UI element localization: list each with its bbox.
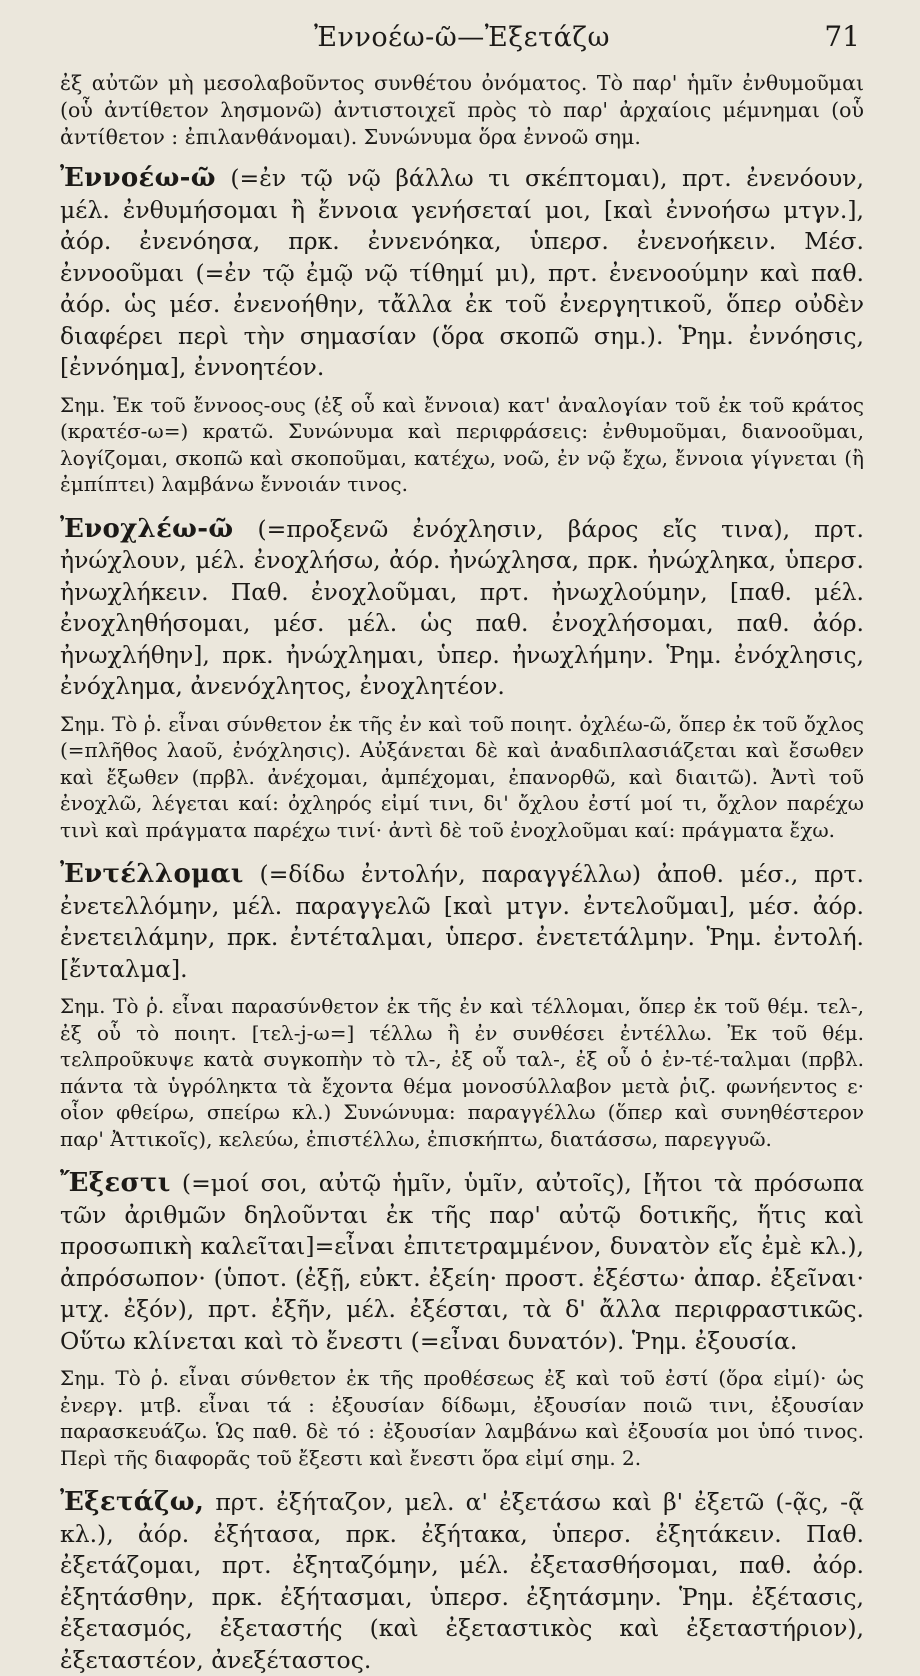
page-header: [60, 12, 864, 54]
headword: Ἐννοέω-ῶ: [60, 163, 216, 193]
entry-body: (=δίδω ἐντολήν, παραγγέλλω) ἀποθ. μέσ., πρτ. ἐνετελλόμην, μέλ. παραγγελῶ [καὶ μτγν. ἐντελοῦμαι], μέσ. ἀόρ. ἐνετειλάμην, πρκ. ἐντέταλμαι, ὑπερσ. ἐνετετάλμην. Ῥημ. ἐντολή. [ἔνταλμα].: [60, 860, 864, 983]
entry-note: Σημ. Τὸ ῥ. εἶναι σύνθετον ἐκ τῆς προθέσεως ἐξ καὶ τοῦ ἐστί (ὅρα εἰμί)· ὡς ἐνεργ. μτβ. εἶναι τά : ἐξουσίαν δίδωμι, ἐξουσίαν ποιῶ τινι, ἐξουσίαν παρασκευάζω. Ὡς παθ. δὲ τό : ἐξουσίαν λαμβάνω καὶ ἐξουσία μοι ὑπό τινος. Περὶ τῆς διαφορᾶς τοῦ ἔξεστι καὶ ἔνεστι ὅρα εἰμί σημ. 2.: [60, 1366, 864, 1470]
entry-exetazo: [60, 1487, 864, 1676]
headword: Ἐντέλλομαι: [60, 859, 244, 889]
headword: Ἔξεστι: [60, 1168, 171, 1198]
entry-note: Σημ. Τὸ ῥ. εἶναι σύνθετον ἐκ τῆς ἐν καὶ τοῦ ποιητ. ὀχλέω-ῶ, ὅπερ ἐκ τοῦ ὄχλος (=πλῆθος λαοῦ, ἐνόχλησις). Αὐξάνεται δὲ καὶ ἀναδιπλασιάζεται καὶ ἔσωθεν καὶ ἔξωθεν (πρβλ. ἀνέχομαι, ἀμπέχομαι, ἐπανορθῶ, καὶ διαιτῶ). Ἀντὶ τοῦ ἐνοχλῶ, λέγεται καί: ὀχληρός εἰμί τινι, δι' ὄχλου ἐστί μοί τι, ὄχλον παρέχω τινὶ καὶ πράγματα παρέχω τινί· ἀντὶ δὲ τοῦ ἐνοχλοῦμαι καί: πράγματα ἔχω.: [60, 711, 864, 842]
entry-note: Σημ. Ἐκ τοῦ ἔννοος-ους (ἐξ οὗ καὶ ἔννοια) κατ' ἀναλογίαν τοῦ ἐκ τοῦ κράτος (κρατέσ-ω=) κρατῶ. Συνώνυμα καὶ περιφράσεις: ἐνθυμοῦμαι, διανοοῦμαι, λογίζομαι, σκοπῶ καὶ σκοποῦμαι, κατέχω, νοῶ, ἐν νῷ ἔχω, ἔννοια γίγνεται (ἢ ἐμπίπτει) λαμβάνω ἔννοιάν τινος.: [60, 392, 864, 496]
headword: Ἐνοχλέω-ῶ: [60, 513, 234, 544]
entry-body: (=προξενῶ ἐνόχλησιν, βάρος εἴς τινα), πρτ. ἠνώχλουν, μέλ. ἐνοχλήσω, ἀόρ. ἠνώχλησα, πρκ. ἠνώχληκα, ὑπερσ. ἠνωχλήκειν. Παθ. ἐνοχλοῦμαι, πρτ. ἠνωχλούμην, [παθ. μέλ. ἐνοχληθήσομαι, μέσ. μέλ. ὡς παθ. ἐνοχλήσομαι, παθ. ἀόρ. ἠνωχλήθην], πρκ. ἠνώχλημαι, ὑπερ. ἠνωχλήμην. Ῥημ. ἐνόχλησις, ἐνόχλημα, ἀνενόχλητος, ἐνοχλητέον.: [60, 514, 864, 700]
entry-exesti: [60, 1168, 864, 1357]
page-number: 71: [824, 20, 860, 53]
headword: Ἐξετάζω,: [60, 1487, 205, 1517]
entry-body: πρτ. ἐξήταζον, μελ. α' ἐξετάσω καὶ β' ἐξετῶ (-ᾷς, -ᾷ κλ.), ἀόρ. ἐξήτασα, πρκ. ἐξήτακα, ὑπερσ. ἐξητάκειν. Παθ. ἐξετάζομαι, πρτ. ἐξηταζόμην, μέλ. ἐξετασθήσομαι, παθ. ἀόρ. ἐξητάσθην, πρκ. ἐξήτασμαι, ὑπερσ. ἐξητάσμην. Ῥημ. ἐξέτασις, ἐξετασμός, ἐξεταστής (καὶ ἐξεταστικὸς καὶ ἐξεταστήριον), ἐξεταστέον, ἀνεξέταστος.: [60, 1488, 864, 1674]
running-head: Ἐννοέω-ῶ—Ἐξετάζω: [314, 22, 610, 53]
entry-body: (=μοί σοι, αὐτῷ ἡμῖν, ὑμῖν, αὐτοῖς), [ἤτοι τὰ πρόσωπα τῶν ἀριθμῶν δηλοῦνται ἐκ τῆς παρ' αὐτῷ δοτικῆς, ἥτις καὶ προσωπικὴ καλεῖται]=εἶναι ἐπιτετραμμένον, δυνατὸν εἴς ἐμὲ κλ.), ἀπρόσωπον· (ὑποτ. (ἐξῇ, εὐκτ. ἐξείη· προστ. ἐξέστω· ἀπαρ. ἐξεῖναι· μτχ. ἐξόν), πρτ. ἐξῆν, μέλ. ἐξέσται, τὰ δ' ἄλλα περιφραστικῶς. Οὕτω κλίνεται καὶ τὸ ἔνεστι (=εἶναι δυνατόν). Ῥημ. ἐξουσία.: [60, 1169, 864, 1355]
entry-enochleo: [60, 514, 864, 703]
continuation-text: ἐξ αὐτῶν μὴ μεσολαβοῦντος συνθέτου ὀνόματος. Τὸ παρ' ἡμῖν ἐνθυμοῦμαι (οὗ ἀντίθετον λησμονῶ) ἀντιστοιχεῖ πρὸς τὸ παρ' ἀρχαίοις μέμνημαι (οὗ ἀντίθετον : ἐπιλανθάνομαι). Συνώνυμα ὅρα ἐννοῶ σημ.: [60, 71, 864, 149]
entry-ennoeo: [60, 163, 864, 384]
entry-body: (=ἐν τῷ νῷ βάλλω τι σκέπτομαι), πρτ. ἐνενόουν, μέλ. ἐνθυμήσομαι ἢ ἔννοια γενήσεταί μοι, [καὶ ἐννοήσω μτγν.], ἀόρ. ἐνενόησα, πρκ. ἐννενόηκα, ὑπερσ. ἐνενοήκειν. Μέσ. ἐννοοῦμαι (=ἐν τῷ ἐμῷ νῷ τίθημί μι), πρτ. ἐνενοούμην καὶ παθ. ἀόρ. ὡς μέσ. ἐνενοήθην, τἄλλα ἐκ τοῦ ἐνεργητικοῦ, ὅπερ οὐδὲν διαφέρει περὶ τὴν σημασίαν (ὅρα σκοπῶ σημ.). Ῥημ. ἐννόησις, [ἐννόημα], ἐννοητέον.: [60, 164, 864, 381]
entry-entellomai: [60, 859, 864, 985]
entry-note: Σημ. Τὸ ῥ. εἶναι παρασύνθετον ἐκ τῆς ἐν καὶ τέλλομαι, ὅπερ ἐκ τοῦ θέμ. τελ-, ἐξ οὗ τὸ ποιητ. [τελ-j-ω=] τέλλω ἢ ἐν συνθέσει ἐντέλλω. Ἐκ τοῦ θέμ. τελπροῦκυψε κατὰ συγκοπὴν τὸ τλ-, ἐξ οὗ ταλ-, ἐξ οὗ ὁ ἐν-τέ-ταλμαι (πρβλ. πάντα τὰ ὑγρόληκτα τὰ ἔχοντα θέμα μονοσύλλαβον μετὰ ῥιζ. φωνήεντος ε· οἷον φθείρω, σπείρω κλ.) Συνώνυμα: παραγγέλλω (ὅπερ καὶ συνηθέστερον παρ' Ἀττικοῖς), κελεύω, ἐπιστέλλω, ἐπισκήπτω, διατάσσω, παρεγγυῶ.: [60, 994, 864, 1151]
